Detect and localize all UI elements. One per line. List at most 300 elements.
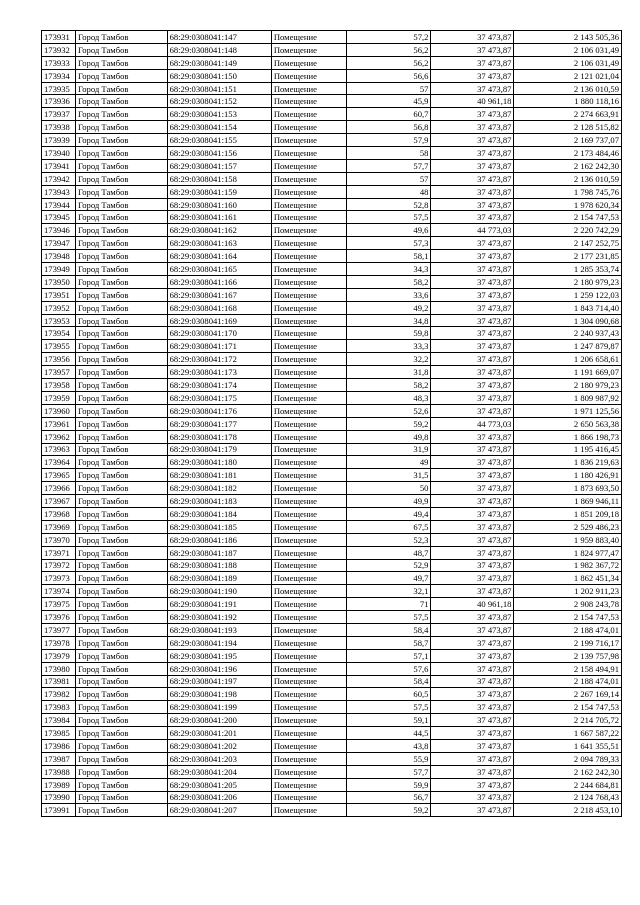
area-cell: 43,8 bbox=[347, 739, 431, 752]
cadastral-value-cell: 1 851 209,18 bbox=[514, 507, 622, 520]
cadastral-value-cell: 2 274 663,91 bbox=[514, 108, 622, 121]
city-cell: Город Тамбов bbox=[76, 739, 168, 752]
cadastral-value-cell: 2 908 243,78 bbox=[514, 598, 622, 611]
object-type-cell: Помещение bbox=[271, 147, 347, 160]
table-row bbox=[42, 263, 622, 276]
area-cell: 48,7 bbox=[347, 546, 431, 559]
area-cell: 31,8 bbox=[347, 366, 431, 379]
cadastral-value-cell: 2 106 031,49 bbox=[514, 43, 622, 56]
area-cell: 49,4 bbox=[347, 507, 431, 520]
city-cell: Город Тамбов bbox=[76, 533, 168, 546]
area-cell: 57,7 bbox=[347, 765, 431, 778]
table-row bbox=[42, 443, 622, 456]
row-number-cell: 173966 bbox=[42, 482, 76, 495]
cadastral-value-cell: 1 982 367,72 bbox=[514, 559, 622, 572]
object-type-cell: Помещение bbox=[271, 752, 347, 765]
specific-value-cell: 44 773,03 bbox=[431, 224, 514, 237]
table-row bbox=[42, 147, 622, 160]
area-cell: 60,7 bbox=[347, 108, 431, 121]
row-number-cell: 173951 bbox=[42, 288, 76, 301]
cadastral-number-cell: 68:29:0308041:157 bbox=[167, 159, 271, 172]
city-cell: Город Тамбов bbox=[76, 662, 168, 675]
row-number-cell: 173936 bbox=[42, 95, 76, 108]
cadastral-number-cell: 68:29:0308041:186 bbox=[167, 533, 271, 546]
table-row bbox=[42, 430, 622, 443]
cadastral-value-cell: 1 978 620,34 bbox=[514, 198, 622, 211]
cadastral-number-cell: 68:29:0308041:148 bbox=[167, 43, 271, 56]
city-cell: Город Тамбов bbox=[76, 108, 168, 121]
row-number-cell: 173991 bbox=[42, 804, 76, 817]
row-number-cell: 173945 bbox=[42, 211, 76, 224]
cadastral-value-cell: 2 214 705,72 bbox=[514, 714, 622, 727]
specific-value-cell: 37 473,87 bbox=[431, 791, 514, 804]
specific-value-cell: 37 473,87 bbox=[431, 456, 514, 469]
cadastral-value-cell: 1 798 745,76 bbox=[514, 185, 622, 198]
cadastral-number-cell: 68:29:0308041:195 bbox=[167, 649, 271, 662]
row-number-cell: 173935 bbox=[42, 82, 76, 95]
object-type-cell: Помещение bbox=[271, 791, 347, 804]
specific-value-cell: 37 473,87 bbox=[431, 198, 514, 211]
cadastral-value-cell: 1 880 118,16 bbox=[514, 95, 622, 108]
city-cell: Город Тамбов bbox=[76, 688, 168, 701]
cadastral-value-cell: 2 529 486,23 bbox=[514, 520, 622, 533]
row-number-cell: 173972 bbox=[42, 559, 76, 572]
cadastral-value-cell: 1 971 125,56 bbox=[514, 404, 622, 417]
cadastral-number-cell: 68:29:0308041:179 bbox=[167, 443, 271, 456]
table-row bbox=[42, 314, 622, 327]
specific-value-cell: 37 473,87 bbox=[431, 572, 514, 585]
object-type-cell: Помещение bbox=[271, 95, 347, 108]
row-number-cell: 173938 bbox=[42, 121, 76, 134]
object-type-cell: Помещение bbox=[271, 739, 347, 752]
cadastral-value-cell: 1 869 946,11 bbox=[514, 495, 622, 508]
area-cell: 55,9 bbox=[347, 752, 431, 765]
cadastral-number-cell: 68:29:0308041:199 bbox=[167, 701, 271, 714]
table-row bbox=[42, 611, 622, 624]
table-row bbox=[42, 533, 622, 546]
city-cell: Город Тамбов bbox=[76, 198, 168, 211]
cadastral-number-cell: 68:29:0308041:198 bbox=[167, 688, 271, 701]
table-row bbox=[42, 495, 622, 508]
area-cell: 52,9 bbox=[347, 559, 431, 572]
specific-value-cell: 37 473,87 bbox=[431, 752, 514, 765]
city-cell: Город Тамбов bbox=[76, 752, 168, 765]
specific-value-cell: 37 473,87 bbox=[431, 391, 514, 404]
row-number-cell: 173976 bbox=[42, 611, 76, 624]
area-cell: 31,5 bbox=[347, 469, 431, 482]
table-row bbox=[42, 546, 622, 559]
object-type-cell: Помещение bbox=[271, 134, 347, 147]
row-number-cell: 173949 bbox=[42, 263, 76, 276]
cadastral-number-cell: 68:29:0308041:197 bbox=[167, 675, 271, 688]
cadastral-number-cell: 68:29:0308041:154 bbox=[167, 121, 271, 134]
specific-value-cell: 37 473,87 bbox=[431, 43, 514, 56]
object-type-cell: Помещение bbox=[271, 430, 347, 443]
row-number-cell: 173950 bbox=[42, 275, 76, 288]
area-cell: 59,9 bbox=[347, 778, 431, 791]
row-number-cell: 173932 bbox=[42, 43, 76, 56]
city-cell: Город Тамбов bbox=[76, 211, 168, 224]
cadastral-value-cell: 2 218 453,10 bbox=[514, 804, 622, 817]
table-row bbox=[42, 275, 622, 288]
object-type-cell: Помещение bbox=[271, 366, 347, 379]
cadastral-number-cell: 68:29:0308041:193 bbox=[167, 623, 271, 636]
table-body bbox=[42, 31, 622, 817]
cadastral-number-cell: 68:29:0308041:151 bbox=[167, 82, 271, 95]
row-number-cell: 173953 bbox=[42, 314, 76, 327]
specific-value-cell: 37 473,87 bbox=[431, 727, 514, 740]
specific-value-cell: 37 473,87 bbox=[431, 250, 514, 263]
object-type-cell: Помещение bbox=[271, 546, 347, 559]
city-cell: Город Тамбов bbox=[76, 69, 168, 82]
object-type-cell: Помещение bbox=[271, 533, 347, 546]
city-cell: Город Тамбов bbox=[76, 765, 168, 778]
object-type-cell: Помещение bbox=[271, 121, 347, 134]
cadastral-value-cell: 2 147 252,75 bbox=[514, 237, 622, 250]
specific-value-cell: 37 473,87 bbox=[431, 404, 514, 417]
cadastral-number-cell: 68:29:0308041:164 bbox=[167, 250, 271, 263]
table-row bbox=[42, 456, 622, 469]
cadastral-number-cell: 68:29:0308041:171 bbox=[167, 340, 271, 353]
row-number-cell: 173952 bbox=[42, 301, 76, 314]
object-type-cell: Помещение bbox=[271, 263, 347, 276]
area-cell: 34,3 bbox=[347, 263, 431, 276]
row-number-cell: 173941 bbox=[42, 159, 76, 172]
object-type-cell: Помещение bbox=[271, 765, 347, 778]
area-cell: 34,8 bbox=[347, 314, 431, 327]
object-type-cell: Помещение bbox=[271, 82, 347, 95]
table-row bbox=[42, 482, 622, 495]
cadastral-value-cell: 1 836 219,63 bbox=[514, 456, 622, 469]
cadastral-number-cell: 68:29:0308041:190 bbox=[167, 585, 271, 598]
area-cell: 57,5 bbox=[347, 611, 431, 624]
object-type-cell: Помещение bbox=[271, 237, 347, 250]
area-cell: 52,6 bbox=[347, 404, 431, 417]
cadastral-number-cell: 68:29:0308041:194 bbox=[167, 636, 271, 649]
row-number-cell: 173974 bbox=[42, 585, 76, 598]
city-cell: Город Тамбов bbox=[76, 572, 168, 585]
cadastral-value-cell: 2 162 242,30 bbox=[514, 765, 622, 778]
object-type-cell: Помещение bbox=[271, 391, 347, 404]
cadastral-value-cell: 2 154 747,53 bbox=[514, 611, 622, 624]
specific-value-cell: 37 473,87 bbox=[431, 649, 514, 662]
city-cell: Город Тамбов bbox=[76, 159, 168, 172]
cadastral-value-cell: 2 650 563,38 bbox=[514, 417, 622, 430]
area-cell: 57,5 bbox=[347, 211, 431, 224]
cadastral-value-table bbox=[41, 30, 622, 817]
object-type-cell: Помещение bbox=[271, 469, 347, 482]
specific-value-cell: 37 473,87 bbox=[431, 263, 514, 276]
table-row bbox=[42, 623, 622, 636]
area-cell: 57,3 bbox=[347, 237, 431, 250]
row-number-cell: 173967 bbox=[42, 495, 76, 508]
row-number-cell: 173942 bbox=[42, 172, 76, 185]
cadastral-value-cell: 1 667 587,22 bbox=[514, 727, 622, 740]
table-row bbox=[42, 404, 622, 417]
object-type-cell: Помещение bbox=[271, 185, 347, 198]
table-row bbox=[42, 778, 622, 791]
cadastral-value-cell: 2 136 010,59 bbox=[514, 172, 622, 185]
object-type-cell: Помещение bbox=[271, 662, 347, 675]
specific-value-cell: 37 473,87 bbox=[431, 134, 514, 147]
area-cell: 56,7 bbox=[347, 791, 431, 804]
city-cell: Город Тамбов bbox=[76, 147, 168, 160]
specific-value-cell: 37 473,87 bbox=[431, 108, 514, 121]
table-row bbox=[42, 714, 622, 727]
specific-value-cell: 37 473,87 bbox=[431, 353, 514, 366]
specific-value-cell: 37 473,87 bbox=[431, 327, 514, 340]
cadastral-number-cell: 68:29:0308041:204 bbox=[167, 765, 271, 778]
cadastral-number-cell: 68:29:0308041:188 bbox=[167, 559, 271, 572]
row-number-cell: 173979 bbox=[42, 649, 76, 662]
specific-value-cell: 44 773,03 bbox=[431, 417, 514, 430]
city-cell: Город Тамбов bbox=[76, 701, 168, 714]
cadastral-number-cell: 68:29:0308041:192 bbox=[167, 611, 271, 624]
table-row bbox=[42, 134, 622, 147]
object-type-cell: Помещение bbox=[271, 327, 347, 340]
city-cell: Город Тамбов bbox=[76, 82, 168, 95]
object-type-cell: Помещение bbox=[271, 623, 347, 636]
city-cell: Город Тамбов bbox=[76, 791, 168, 804]
area-cell: 57,9 bbox=[347, 134, 431, 147]
city-cell: Город Тамбов bbox=[76, 482, 168, 495]
area-cell: 48,3 bbox=[347, 391, 431, 404]
cadastral-value-cell: 2 267 169,14 bbox=[514, 688, 622, 701]
table-row bbox=[42, 675, 622, 688]
specific-value-cell: 37 473,87 bbox=[431, 31, 514, 44]
specific-value-cell: 37 473,87 bbox=[431, 623, 514, 636]
row-number-cell: 173931 bbox=[42, 31, 76, 44]
row-number-cell: 173958 bbox=[42, 379, 76, 392]
specific-value-cell: 37 473,87 bbox=[431, 69, 514, 82]
specific-value-cell: 37 473,87 bbox=[431, 275, 514, 288]
city-cell: Город Тамбов bbox=[76, 598, 168, 611]
table-row bbox=[42, 379, 622, 392]
city-cell: Город Тамбов bbox=[76, 623, 168, 636]
cadastral-number-cell: 68:29:0308041:185 bbox=[167, 520, 271, 533]
cadastral-number-cell: 68:29:0308041:161 bbox=[167, 211, 271, 224]
specific-value-cell: 37 473,87 bbox=[431, 340, 514, 353]
cadastral-number-cell: 68:29:0308041:201 bbox=[167, 727, 271, 740]
cadastral-number-cell: 68:29:0308041:181 bbox=[167, 469, 271, 482]
object-type-cell: Помещение bbox=[271, 31, 347, 44]
cadastral-number-cell: 68:29:0308041:150 bbox=[167, 69, 271, 82]
table-row bbox=[42, 224, 622, 237]
city-cell: Город Тамбов bbox=[76, 430, 168, 443]
area-cell: 33,6 bbox=[347, 288, 431, 301]
area-cell: 45,9 bbox=[347, 95, 431, 108]
cadastral-value-cell: 1 809 987,92 bbox=[514, 391, 622, 404]
city-cell: Город Тамбов bbox=[76, 314, 168, 327]
cadastral-value-cell: 2 121 021,04 bbox=[514, 69, 622, 82]
specific-value-cell: 37 473,87 bbox=[431, 469, 514, 482]
specific-value-cell: 37 473,87 bbox=[431, 379, 514, 392]
specific-value-cell: 37 473,87 bbox=[431, 301, 514, 314]
object-type-cell: Помещение bbox=[271, 379, 347, 392]
city-cell: Город Тамбов bbox=[76, 288, 168, 301]
cadastral-number-cell: 68:29:0308041:172 bbox=[167, 353, 271, 366]
object-type-cell: Помещение bbox=[271, 314, 347, 327]
cadastral-number-cell: 68:29:0308041:183 bbox=[167, 495, 271, 508]
cadastral-number-cell: 68:29:0308041:174 bbox=[167, 379, 271, 392]
table-row bbox=[42, 198, 622, 211]
cadastral-number-cell: 68:29:0308041:152 bbox=[167, 95, 271, 108]
row-number-cell: 173990 bbox=[42, 791, 76, 804]
specific-value-cell: 37 473,87 bbox=[431, 185, 514, 198]
city-cell: Город Тамбов bbox=[76, 417, 168, 430]
area-cell: 56,2 bbox=[347, 43, 431, 56]
object-type-cell: Помещение bbox=[271, 198, 347, 211]
city-cell: Город Тамбов bbox=[76, 443, 168, 456]
city-cell: Город Тамбов bbox=[76, 456, 168, 469]
object-type-cell: Помещение bbox=[271, 675, 347, 688]
city-cell: Город Тамбов bbox=[76, 250, 168, 263]
cadastral-value-cell: 1 866 198,73 bbox=[514, 430, 622, 443]
area-cell: 58 bbox=[347, 147, 431, 160]
cadastral-number-cell: 68:29:0308041:165 bbox=[167, 263, 271, 276]
area-cell: 49,9 bbox=[347, 495, 431, 508]
object-type-cell: Помещение bbox=[271, 456, 347, 469]
table-row bbox=[42, 82, 622, 95]
specific-value-cell: 37 473,87 bbox=[431, 121, 514, 134]
city-cell: Город Тамбов bbox=[76, 675, 168, 688]
specific-value-cell: 37 473,87 bbox=[431, 288, 514, 301]
row-number-cell: 173964 bbox=[42, 456, 76, 469]
city-cell: Город Тамбов bbox=[76, 327, 168, 340]
area-cell: 49,8 bbox=[347, 430, 431, 443]
city-cell: Город Тамбов bbox=[76, 649, 168, 662]
area-cell: 52,3 bbox=[347, 533, 431, 546]
cadastral-number-cell: 68:29:0308041:149 bbox=[167, 56, 271, 69]
city-cell: Город Тамбов bbox=[76, 31, 168, 44]
row-number-cell: 173947 bbox=[42, 237, 76, 250]
cadastral-number-cell: 68:29:0308041:158 bbox=[167, 172, 271, 185]
cadastral-value-cell: 2 240 937,43 bbox=[514, 327, 622, 340]
object-type-cell: Помещение bbox=[271, 649, 347, 662]
cadastral-value-cell: 2 188 474,01 bbox=[514, 623, 622, 636]
table-row bbox=[42, 791, 622, 804]
row-number-cell: 173983 bbox=[42, 701, 76, 714]
cadastral-value-cell: 2 106 031,49 bbox=[514, 56, 622, 69]
cadastral-value-cell: 2 154 747,53 bbox=[514, 211, 622, 224]
cadastral-number-cell: 68:29:0308041:168 bbox=[167, 301, 271, 314]
area-cell: 49 bbox=[347, 456, 431, 469]
area-cell: 44,5 bbox=[347, 727, 431, 740]
row-number-cell: 173975 bbox=[42, 598, 76, 611]
table-row bbox=[42, 353, 622, 366]
cadastral-number-cell: 68:29:0308041:160 bbox=[167, 198, 271, 211]
cadastral-value-cell: 2 094 789,33 bbox=[514, 752, 622, 765]
object-type-cell: Помещение bbox=[271, 598, 347, 611]
cadastral-number-cell: 68:29:0308041:147 bbox=[167, 31, 271, 44]
cadastral-value-cell: 1 824 977,47 bbox=[514, 546, 622, 559]
table-row bbox=[42, 688, 622, 701]
specific-value-cell: 37 473,87 bbox=[431, 520, 514, 533]
specific-value-cell: 37 473,87 bbox=[431, 804, 514, 817]
area-cell: 56,2 bbox=[347, 56, 431, 69]
table-row bbox=[42, 520, 622, 533]
city-cell: Город Тамбов bbox=[76, 263, 168, 276]
cadastral-value-cell: 1 285 353,74 bbox=[514, 263, 622, 276]
cadastral-value-cell: 2 154 747,53 bbox=[514, 701, 622, 714]
cadastral-number-cell: 68:29:0308041:170 bbox=[167, 327, 271, 340]
area-cell: 59,2 bbox=[347, 417, 431, 430]
cadastral-value-cell: 1 862 451,34 bbox=[514, 572, 622, 585]
cadastral-value-cell: 2 177 231,85 bbox=[514, 250, 622, 263]
object-type-cell: Помещение bbox=[271, 585, 347, 598]
city-cell: Город Тамбов bbox=[76, 778, 168, 791]
object-type-cell: Помещение bbox=[271, 727, 347, 740]
table-row bbox=[42, 507, 622, 520]
city-cell: Город Тамбов bbox=[76, 546, 168, 559]
object-type-cell: Помещение bbox=[271, 417, 347, 430]
city-cell: Город Тамбов bbox=[76, 804, 168, 817]
table-row bbox=[42, 327, 622, 340]
table-row bbox=[42, 43, 622, 56]
area-cell: 58,2 bbox=[347, 379, 431, 392]
cadastral-value-cell: 1 206 658,61 bbox=[514, 353, 622, 366]
cadastral-number-cell: 68:29:0308041:167 bbox=[167, 288, 271, 301]
row-number-cell: 173937 bbox=[42, 108, 76, 121]
cadastral-value-cell: 2 124 768,43 bbox=[514, 791, 622, 804]
cadastral-value-cell: 1 304 090,68 bbox=[514, 314, 622, 327]
row-number-cell: 173961 bbox=[42, 417, 76, 430]
area-cell: 52,8 bbox=[347, 198, 431, 211]
row-number-cell: 173989 bbox=[42, 778, 76, 791]
area-cell: 60,5 bbox=[347, 688, 431, 701]
cadastral-value-sheet bbox=[41, 30, 622, 817]
cadastral-value-cell: 1 195 416,45 bbox=[514, 443, 622, 456]
cadastral-number-cell: 68:29:0308041:184 bbox=[167, 507, 271, 520]
city-cell: Город Тамбов bbox=[76, 520, 168, 533]
cadastral-number-cell: 68:29:0308041:203 bbox=[167, 752, 271, 765]
city-cell: Город Тамбов bbox=[76, 379, 168, 392]
area-cell: 48 bbox=[347, 185, 431, 198]
object-type-cell: Помещение bbox=[271, 404, 347, 417]
specific-value-cell: 37 473,87 bbox=[431, 701, 514, 714]
city-cell: Город Тамбов bbox=[76, 237, 168, 250]
city-cell: Город Тамбов bbox=[76, 121, 168, 134]
table-row bbox=[42, 636, 622, 649]
row-number-cell: 173954 bbox=[42, 327, 76, 340]
row-number-cell: 173946 bbox=[42, 224, 76, 237]
object-type-cell: Помещение bbox=[271, 443, 347, 456]
cadastral-number-cell: 68:29:0308041:187 bbox=[167, 546, 271, 559]
row-number-cell: 173939 bbox=[42, 134, 76, 147]
specific-value-cell: 37 473,87 bbox=[431, 56, 514, 69]
object-type-cell: Помещение bbox=[271, 495, 347, 508]
city-cell: Город Тамбов bbox=[76, 404, 168, 417]
object-type-cell: Помещение bbox=[271, 288, 347, 301]
area-cell: 58,2 bbox=[347, 275, 431, 288]
area-cell: 57 bbox=[347, 82, 431, 95]
cadastral-value-cell: 1 202 911,23 bbox=[514, 585, 622, 598]
table-row bbox=[42, 56, 622, 69]
city-cell: Город Тамбов bbox=[76, 585, 168, 598]
cadastral-value-cell: 2 128 515,82 bbox=[514, 121, 622, 134]
table-row bbox=[42, 572, 622, 585]
city-cell: Город Тамбов bbox=[76, 611, 168, 624]
cadastral-value-cell: 2 220 742,29 bbox=[514, 224, 622, 237]
city-cell: Город Тамбов bbox=[76, 95, 168, 108]
cadastral-number-cell: 68:29:0308041:153 bbox=[167, 108, 271, 121]
table-row bbox=[42, 69, 622, 82]
table-row bbox=[42, 31, 622, 44]
row-number-cell: 173965 bbox=[42, 469, 76, 482]
cadastral-number-cell: 68:29:0308041:173 bbox=[167, 366, 271, 379]
cadastral-number-cell: 68:29:0308041:180 bbox=[167, 456, 271, 469]
specific-value-cell: 40 961,18 bbox=[431, 598, 514, 611]
